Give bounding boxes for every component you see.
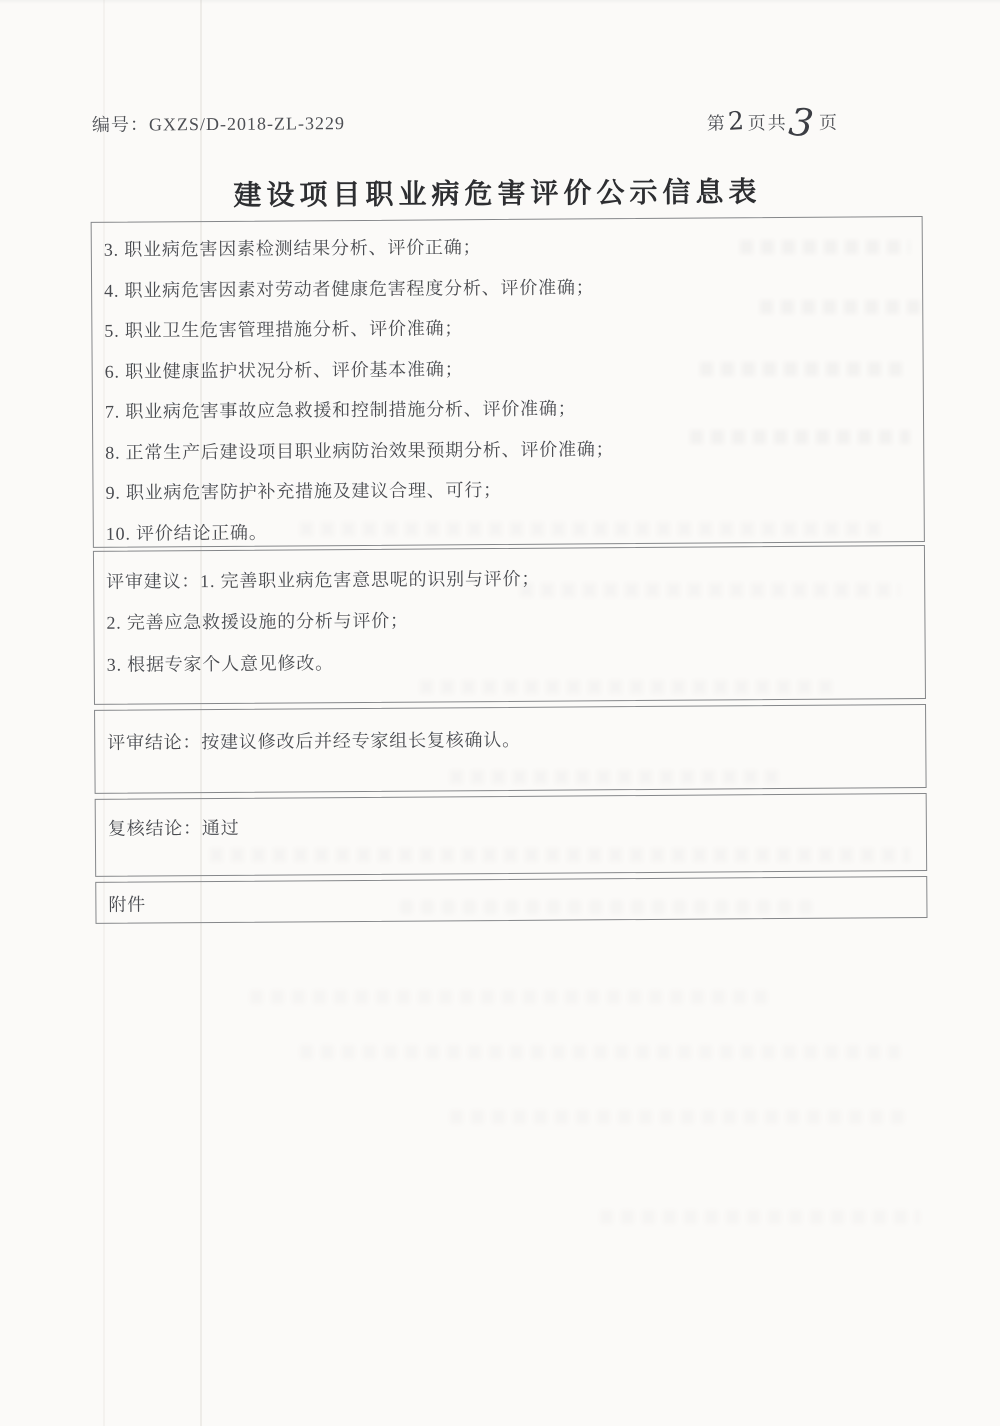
evaluation-item: 3. 职业病危害因素检测结果分析、评价正确； xyxy=(103,237,482,261)
page-info-middle: 页共 xyxy=(747,112,788,134)
document-title: 建设项目职业病危害评价公示信息表 xyxy=(233,177,762,212)
page-header xyxy=(91,99,917,151)
handwritten-total-pages: 3 xyxy=(786,99,817,147)
review-suggestion-line: 3. 根据专家个人意见修改。 xyxy=(106,652,334,675)
doc-number: 编号：GXZS/D-2018-ZL-3229 xyxy=(91,113,346,135)
page-number-indicator xyxy=(706,99,840,147)
evaluation-item: 9. 职业病危害防护补充措施及建议合理、可行； xyxy=(105,480,502,504)
page-info-prefix: 第 xyxy=(706,113,727,134)
handwritten-current-page: 2 xyxy=(727,105,746,136)
review-conclusion-text: 评审结论：按建议修改后并经专家组长复核确认。 xyxy=(107,729,521,753)
evaluation-item: 4. 职业病危害因素对劳动者健康危害程度分析、评价准确； xyxy=(104,277,595,301)
evaluation-item: 6. 职业健康监护状况分析、评价基本准确； xyxy=(104,359,464,382)
evaluation-items-cell xyxy=(91,216,925,548)
recheck-conclusion-text: 复核结论：通过 xyxy=(107,817,240,839)
review-suggestions-cell xyxy=(93,545,926,705)
review-suggestion-line: 2. 完善应急救援设施的分析与评价； xyxy=(106,610,409,633)
evaluation-item: 10. 评价结论正确。 xyxy=(105,522,268,544)
recheck-conclusion-cell xyxy=(95,793,928,877)
attachment-cell xyxy=(95,876,927,924)
evaluation-item: 5. 职业卫生危害管理措施分析、评价准确； xyxy=(104,318,464,342)
page-info-suffix: 页 xyxy=(818,112,840,133)
review-conclusion-cell xyxy=(94,704,927,794)
evaluation-item: 8. 正常生产后建设项目职业病防治效果预期分析、评价准确； xyxy=(105,438,615,463)
attachment-label: 附件 xyxy=(108,894,147,915)
evaluation-item: 7. 职业病危害事故应急救援和控制措施分析、评价准确； xyxy=(104,398,577,423)
review-suggestion-line: 评审建议：1. 完善职业病危害意思呢的识别与评价； xyxy=(106,568,541,592)
